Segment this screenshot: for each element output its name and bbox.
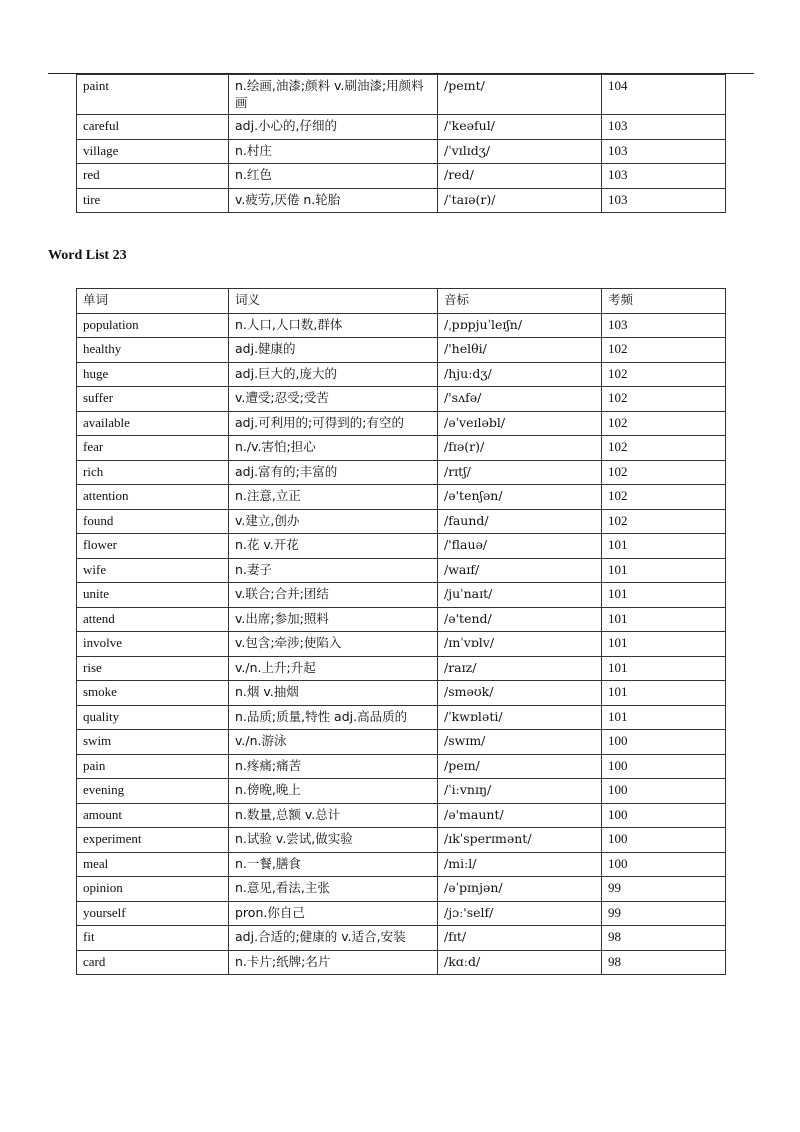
phonetic-cell: /swɪm/ <box>438 730 602 755</box>
phonetic-cell: /red/ <box>438 164 602 189</box>
table-row <box>77 681 726 706</box>
table-row <box>77 754 726 779</box>
phonetic-cell: /juˈnaɪt/ <box>438 583 602 608</box>
meaning-cell: n.试验 v.尝试,做实验 <box>229 828 438 853</box>
phonetic-cell: /jɔː'self/ <box>438 901 602 926</box>
phonetic-cell: /waɪf/ <box>438 558 602 583</box>
phonetic-cell: /ə'tend/ <box>438 607 602 632</box>
frequency-cell: 102 <box>602 436 726 461</box>
phonetic-cell: /'helθi/ <box>438 338 602 363</box>
meaning-cell: n.卡片;纸牌;名片 <box>229 950 438 975</box>
table-row <box>77 705 726 730</box>
frequency-cell: 103 <box>602 164 726 189</box>
phonetic-cell: /raɪz/ <box>438 656 602 681</box>
frequency-cell: 101 <box>602 656 726 681</box>
meaning-cell: v.联合;合并;团结 <box>229 583 438 608</box>
meaning-cell: adj.健康的 <box>229 338 438 363</box>
table-row <box>77 901 726 926</box>
phonetic-cell: /əˈpɪnjən/ <box>438 877 602 902</box>
frequency-cell: 101 <box>602 558 726 583</box>
phonetic-cell: /əˈveɪləbl/ <box>438 411 602 436</box>
header-phonetic: 音标 <box>438 289 602 314</box>
frequency-cell: 100 <box>602 754 726 779</box>
table-row <box>77 188 726 213</box>
meaning-cell: v./n.游泳 <box>229 730 438 755</box>
table-row <box>77 139 726 164</box>
phonetic-cell: /ˈiːvnɪŋ/ <box>438 779 602 804</box>
frequency-cell: 100 <box>602 779 726 804</box>
meaning-cell: n.绘画,油漆;颜料 v.刷油漆;用颜料画 <box>229 75 438 115</box>
frequency-cell: 101 <box>602 705 726 730</box>
word-table <box>76 288 726 975</box>
table-row <box>77 558 726 583</box>
table-row <box>77 115 726 140</box>
table-row <box>77 950 726 975</box>
table-row <box>77 387 726 412</box>
word-cell: flower <box>77 534 229 559</box>
meaning-cell: adj.可利用的;可得到的;有空的 <box>229 411 438 436</box>
word-cell: tire <box>77 188 229 213</box>
frequency-cell: 102 <box>602 338 726 363</box>
phonetic-cell: /'sʌfə/ <box>438 387 602 412</box>
phonetic-cell: /faund/ <box>438 509 602 534</box>
word-cell: wife <box>77 558 229 583</box>
frequency-cell: 103 <box>602 188 726 213</box>
phonetic-cell: /ɪkˈsperɪmənt/ <box>438 828 602 853</box>
frequency-cell: 103 <box>602 313 726 338</box>
word-cell: attend <box>77 607 229 632</box>
phonetic-cell: /'flauə/ <box>438 534 602 559</box>
frequency-cell: 99 <box>602 877 726 902</box>
word-table-continued-body <box>77 75 726 213</box>
table-row <box>77 509 726 534</box>
phonetic-cell: /ˈkwɒləti/ <box>438 705 602 730</box>
meaning-cell: n.烟 v.抽烟 <box>229 681 438 706</box>
word-cell: available <box>77 411 229 436</box>
table-row <box>77 313 726 338</box>
meaning-cell: n.人口,人口数,群体 <box>229 313 438 338</box>
word-cell: opinion <box>77 877 229 902</box>
meaning-cell: n.意见,看法,主张 <box>229 877 438 902</box>
phonetic-cell: /kɑːd/ <box>438 950 602 975</box>
meaning-cell: pron.你自己 <box>229 901 438 926</box>
word-cell: pain <box>77 754 229 779</box>
table-row <box>77 926 726 951</box>
meaning-cell: v.建立,创办 <box>229 509 438 534</box>
phonetic-cell: /ə'tenʃən/ <box>438 485 602 510</box>
frequency-cell: 102 <box>602 362 726 387</box>
word-cell: population <box>77 313 229 338</box>
frequency-cell: 101 <box>602 534 726 559</box>
meaning-cell: n.疼痛;痛苦 <box>229 754 438 779</box>
meaning-cell: v.疲劳,厌倦 n.轮胎 <box>229 188 438 213</box>
frequency-cell: 103 <box>602 115 726 140</box>
word-cell: evening <box>77 779 229 804</box>
frequency-cell: 100 <box>602 730 726 755</box>
table-row <box>77 436 726 461</box>
table-row <box>77 362 726 387</box>
meaning-cell: v.出席;参加;照料 <box>229 607 438 632</box>
table-row <box>77 877 726 902</box>
phonetic-cell: /peɪnt/ <box>438 75 602 115</box>
word-table-continued <box>76 74 726 213</box>
word-cell: unite <box>77 583 229 608</box>
meaning-cell: n./v.害怕;担心 <box>229 436 438 461</box>
table-row <box>77 730 726 755</box>
phonetic-cell: /fɪə(r)/ <box>438 436 602 461</box>
word-cell: found <box>77 509 229 534</box>
word-cell: careful <box>77 115 229 140</box>
word-cell: rise <box>77 656 229 681</box>
word-cell: quality <box>77 705 229 730</box>
table-row <box>77 828 726 853</box>
word-cell: card <box>77 950 229 975</box>
frequency-cell: 101 <box>602 583 726 608</box>
word-cell: attention <box>77 485 229 510</box>
word-cell: huge <box>77 362 229 387</box>
section-heading: Word List 23 <box>48 248 127 263</box>
frequency-cell: 102 <box>602 411 726 436</box>
frequency-cell: 101 <box>602 681 726 706</box>
phonetic-cell: /sməʊk/ <box>438 681 602 706</box>
phonetic-cell: /rɪtʃ/ <box>438 460 602 485</box>
word-cell: swim <box>77 730 229 755</box>
word-cell: yourself <box>77 901 229 926</box>
word-cell: meal <box>77 852 229 877</box>
frequency-cell: 103 <box>602 139 726 164</box>
frequency-cell: 100 <box>602 852 726 877</box>
frequency-cell: 100 <box>602 828 726 853</box>
meaning-cell: n.数量,总额 v.总计 <box>229 803 438 828</box>
phonetic-cell: /ˈvɪlɪdʒ/ <box>438 139 602 164</box>
word-cell: red <box>77 164 229 189</box>
table-row <box>77 534 726 559</box>
meaning-cell: v.包含;牵涉;使陷入 <box>229 632 438 657</box>
meaning-cell: v.遭受;忍受;受苦 <box>229 387 438 412</box>
table-row <box>77 607 726 632</box>
word-cell: smoke <box>77 681 229 706</box>
frequency-cell: 99 <box>602 901 726 926</box>
meaning-cell: n.傍晚,晚上 <box>229 779 438 804</box>
phonetic-cell: /ˈtaɪə(r)/ <box>438 188 602 213</box>
word-table-body <box>77 313 726 975</box>
table-header-row <box>77 289 726 314</box>
word-cell: village <box>77 139 229 164</box>
table-row <box>77 583 726 608</box>
frequency-cell: 98 <box>602 926 726 951</box>
table-row <box>77 779 726 804</box>
table-row <box>77 338 726 363</box>
meaning-cell: n.品质;质量,特性 adj.高品质的 <box>229 705 438 730</box>
meaning-cell: n.一餐,膳食 <box>229 852 438 877</box>
frequency-cell: 102 <box>602 485 726 510</box>
phonetic-cell: /peɪn/ <box>438 754 602 779</box>
table-row <box>77 164 726 189</box>
frequency-cell: 104 <box>602 75 726 115</box>
phonetic-cell: /miːl/ <box>438 852 602 877</box>
header-frequency: 考频 <box>602 289 726 314</box>
phonetic-cell: /ɪnˈvɒlv/ <box>438 632 602 657</box>
word-cell: fit <box>77 926 229 951</box>
frequency-cell: 101 <box>602 632 726 657</box>
table-row <box>77 803 726 828</box>
phonetic-cell: /ˌpɒpjuˈleɪʃn/ <box>438 313 602 338</box>
header-word: 单词 <box>77 289 229 314</box>
frequency-cell: 102 <box>602 387 726 412</box>
frequency-cell: 98 <box>602 950 726 975</box>
table-row <box>77 852 726 877</box>
table-row <box>77 656 726 681</box>
meaning-cell: n.妻子 <box>229 558 438 583</box>
word-cell: suffer <box>77 387 229 412</box>
word-cell: paint <box>77 75 229 115</box>
frequency-cell: 102 <box>602 460 726 485</box>
table-row <box>77 460 726 485</box>
meaning-cell: adj.合适的;健康的 v.适合,安装 <box>229 926 438 951</box>
meaning-cell: n.红色 <box>229 164 438 189</box>
phonetic-cell: /'keəful/ <box>438 115 602 140</box>
frequency-cell: 100 <box>602 803 726 828</box>
meaning-cell: v./n.上升;升起 <box>229 656 438 681</box>
word-cell: experiment <box>77 828 229 853</box>
word-cell: fear <box>77 436 229 461</box>
meaning-cell: adj.巨大的,庞大的 <box>229 362 438 387</box>
phonetic-cell: /fɪt/ <box>438 926 602 951</box>
word-cell: amount <box>77 803 229 828</box>
table-row <box>77 75 726 115</box>
frequency-cell: 101 <box>602 607 726 632</box>
meaning-cell: adj.富有的;丰富的 <box>229 460 438 485</box>
meaning-cell: adj.小心的,仔细的 <box>229 115 438 140</box>
word-cell: involve <box>77 632 229 657</box>
word-cell: rich <box>77 460 229 485</box>
phonetic-cell: /hjuːdʒ/ <box>438 362 602 387</box>
header-meaning: 词义 <box>229 289 438 314</box>
frequency-cell: 102 <box>602 509 726 534</box>
phonetic-cell: /ə'maunt/ <box>438 803 602 828</box>
word-cell: healthy <box>77 338 229 363</box>
meaning-cell: n.村庄 <box>229 139 438 164</box>
table-row <box>77 632 726 657</box>
meaning-cell: n.注意,立正 <box>229 485 438 510</box>
table-row <box>77 411 726 436</box>
meaning-cell: n.花 v.开花 <box>229 534 438 559</box>
table-row <box>77 485 726 510</box>
